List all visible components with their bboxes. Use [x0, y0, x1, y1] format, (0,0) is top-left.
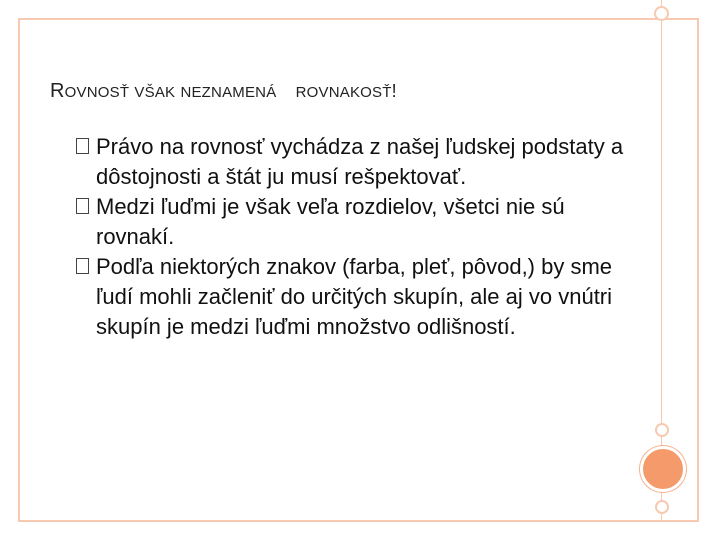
bullet-box-icon	[76, 138, 89, 154]
title-word-4: ROVNAKOSŤ	[295, 84, 392, 101]
decorative-circle-icon	[654, 6, 669, 21]
title-initial: R	[50, 80, 65, 102]
title-word-2: VŠAK	[134, 84, 176, 101]
slide-body	[76, 132, 636, 342]
slide-title	[50, 80, 397, 103]
bullet-box-icon	[76, 258, 89, 274]
decorative-vertical-line	[661, 0, 662, 520]
accent-circle-icon	[640, 446, 686, 492]
bullet-item	[76, 132, 636, 192]
title-exclamation: !	[391, 81, 397, 101]
title-word-3: NEZNAMENÁ	[180, 84, 277, 101]
bullet-text: Podľa niektorých znakov (farba, pleť, pôvod,) by sme ľudí mohli začleniť do určitých skupín, ale aj vo vnútri skupín je medzi ľuďmi množstvo odlišností.	[96, 254, 613, 339]
bullet-text: Právo na rovnosť vychádza z našej ľudskej podstaty a dôstojnosti a štát ju musí rešpektovať.	[96, 134, 624, 189]
decorative-circle-icon	[655, 423, 669, 437]
bullet-text: Medzi ľuďmi je však veľa rozdielov, všetci nie sú rovnakí.	[96, 194, 565, 249]
decorative-circle-icon	[655, 500, 669, 514]
bullet-item	[76, 192, 636, 252]
bullet-box-icon	[76, 198, 89, 214]
title-word-1: OVNOSŤ	[64, 84, 130, 101]
bullet-item	[76, 252, 636, 342]
